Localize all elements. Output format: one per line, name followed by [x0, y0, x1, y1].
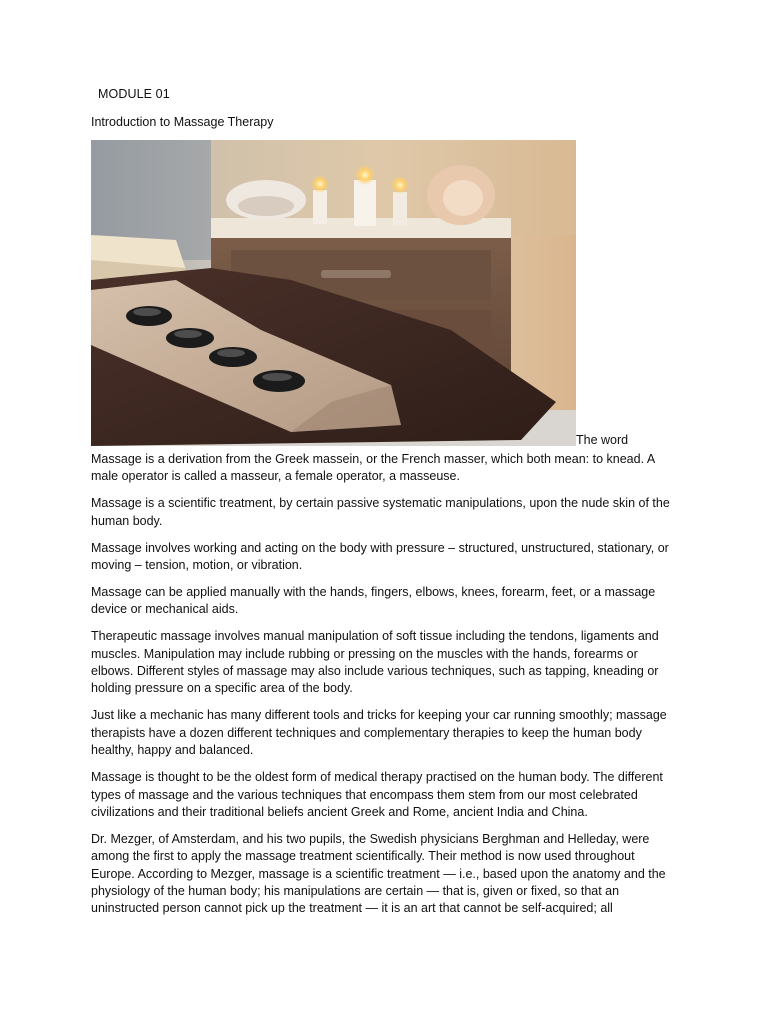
- lead-word: The word: [576, 433, 629, 447]
- paragraph: Therapeutic massage involves manual manipulation of soft tissue including the tendons, ligaments and muscles. Manipulation may include rubbing or pressing on the muscles with the hands, forearms or elbows. Different styles of massage may also include various techniques, such as tapping, kneading or holding pressure on a specific area of the body.: [91, 629, 659, 696]
- paragraph: Massage can be applied manually with the hands, fingers, elbows, knees, forearm, feet, or a massage device or mechanical aids.: [91, 584, 656, 617]
- paragraph: Just like a mechanic has many different tools and tricks for keeping your car running smoothly; massage therapists have a dozen different techniques and complementary therapies to keep the human body healthy, happy and balanced.: [91, 708, 667, 758]
- module-heading: MODULE 01: [98, 87, 170, 101]
- paragraph: Massage is a scientific treatment, by certain passive systematic manipulations, upon the nude skin of the human body.: [91, 496, 670, 528]
- body-text: [91, 451, 681, 927]
- massage-photo: [91, 140, 576, 446]
- paragraph: Massage is thought to be the oldest form of medical therapy practised on the human body. The different types of massage and the various techniques that encompass them stem from our most celebrated civilizations and their traditional beliefs ancient Greek and Rome, ancient India and China.: [91, 770, 663, 819]
- paragraph: Massage involves working and acting on the body with pressure – structured, unstructured, stationary, or moving – tension, motion, or vibration.: [91, 540, 669, 573]
- paragraph: Massage is a derivation from the Greek massein, or the French masser, which both mean: to knead. A male operator is called a masseur, a female operator, a masseuse.: [91, 452, 655, 484]
- paragraph: Dr. Mezger, of Amsterdam, and his two pupils, the Swedish physicians Berghman and Helleday, were among the first to apply the massage treatment scientifically. Their method is now used throughout Europe. According to Mezger, massage is a scientific treatment — i.e., based upon the anatomy and the physiology of the human body; his manipulations are certain — that is, given or fixed, so that an uninstructed person cannot pick up the treatment — it is an art that cannot be self-acquired; all: [91, 831, 666, 916]
- document-subtitle: Introduction to Massage Therapy: [91, 115, 274, 129]
